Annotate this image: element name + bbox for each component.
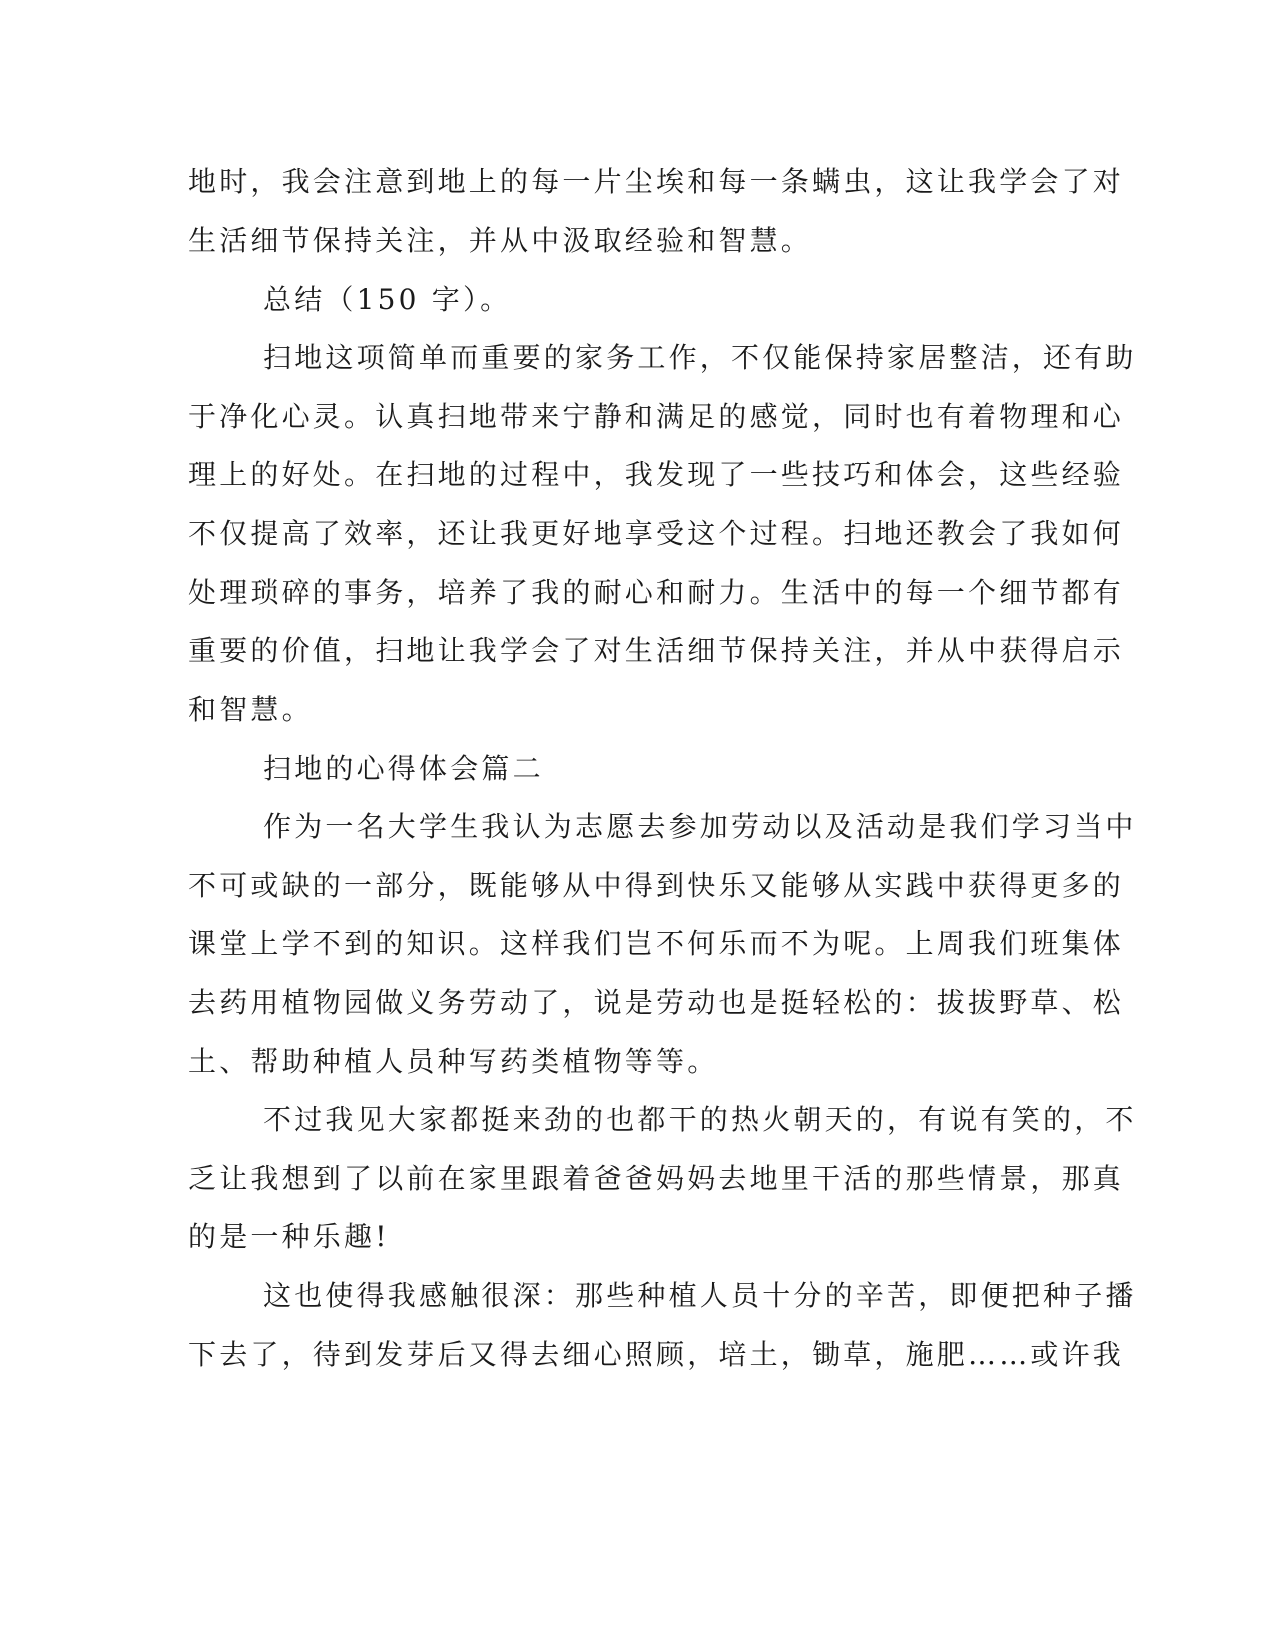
text-line: 土、帮助种植人员种写药类植物等等。 (188, 1045, 719, 1078)
section-heading: 总结（150 字）。 (263, 283, 512, 316)
text-line: 重要的价值，扫地让我学会了对生活细节保持关注，并从中获得启示 (188, 634, 1125, 667)
text-line: 和智慧。 (188, 693, 313, 726)
text-line: 作为一名大学生我认为志愿去参加劳动以及活动是我们学习当中 (263, 810, 1137, 843)
text-line: 课堂上学不到的知识。这样我们岂不何乐而不为呢。上周我们班集体 (188, 927, 1125, 960)
text-line: 不可或缺的一部分，既能够从中得到快乐又能够从实践中获得更多的 (188, 869, 1125, 902)
text-line: 于净化心灵。认真扫地带来宁静和满足的感觉，同时也有着物理和心 (188, 400, 1125, 433)
text-line: 处理琐碎的事务，培养了我的耐心和耐力。生活中的每一个细节都有 (188, 576, 1125, 609)
text-line: 的是一种乐趣! (188, 1220, 390, 1253)
text-line: 生活细节保持关注，并从中汲取经验和智慧。 (188, 224, 813, 257)
text-line: 去药用植物园做义务劳动了，说是劳动也是挺轻松的：拔拔野草、松 (188, 986, 1125, 1019)
section-title: 扫地的心得体会篇二 (263, 752, 544, 785)
text-line: 不仅提高了效率，还让我更好地享受这个过程。扫地还教会了我如何 (188, 517, 1125, 550)
text-line: 乏让我想到了以前在家里跟着爸爸妈妈去地里干活的那些情景，那真 (188, 1162, 1125, 1195)
text-line: 理上的好处。在扫地的过程中，我发现了一些技巧和体会，这些经验 (188, 458, 1125, 491)
text-line: 扫地这项简单而重要的家务工作，不仅能保持家居整洁，还有助 (263, 341, 1137, 374)
text-line: 不过我见大家都挺来劲的也都干的热火朝天的，有说有笑的，不 (263, 1103, 1137, 1136)
text-line: 地时，我会注意到地上的每一片尘埃和每一条螨虫，这让我学会了对 (188, 165, 1125, 198)
text-line: 下去了，待到发芽后又得去细心照顾，培土，锄草，施肥……或许我 (188, 1338, 1125, 1371)
text-line: 这也使得我感触很深：那些种植人员十分的辛苦，即便把种子播 (263, 1279, 1137, 1312)
